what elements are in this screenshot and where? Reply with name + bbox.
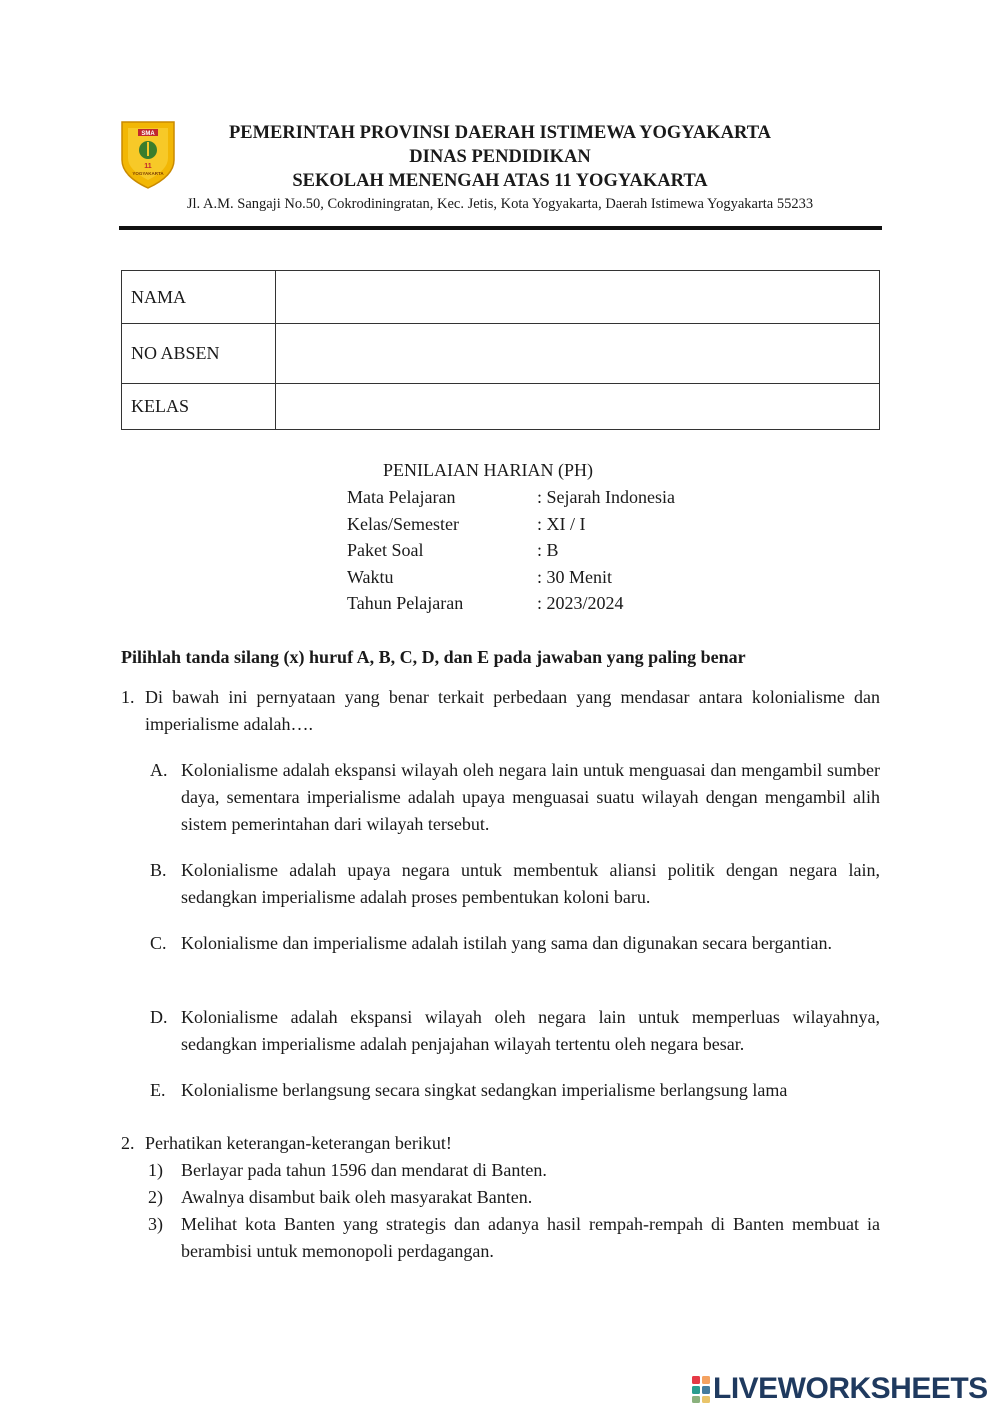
info-row [347,590,675,617]
liveworksheets-logo-icon [691,1374,711,1404]
info-row [347,564,675,591]
question-1 [121,684,880,738]
info-value: : Sejarah Indonesia [537,487,675,507]
option-e[interactable] [150,1077,880,1104]
info-row [347,484,675,511]
instruction: Pilihlah tanda silang (x) huruf A, B, C, D, dan E pada jawaban yang paling benar [121,647,746,667]
nama-field[interactable] [276,271,880,324]
assessment-info [347,484,675,617]
identity-table [121,270,880,430]
identity-label-nama: NAMA [122,271,276,324]
question-number: 1. [121,687,135,707]
option-letter: A. [150,760,168,780]
info-row [347,511,675,538]
option-text: Kolonialisme berlangsung secara singkat sedangkan imperialisme berlangsung lama [181,1080,788,1100]
identity-label-kelas: KELAS [122,384,276,430]
question-text: Perhatikan keterangan-keterangan berikut! [145,1133,452,1153]
letterhead-divider [119,226,882,230]
list-text: Melihat kota Banten yang strategis dan adanya hasil rempah-rempah di Banten membuat ia berambisi untuk memonopoli perdagangan. [181,1214,880,1261]
info-key: Tahun Pelajaran [347,593,464,614]
option-a[interactable] [150,757,880,838]
watermark-text: LIVEWORKSHEETS [713,1372,988,1405]
option-text: Kolonialisme adalah ekspansi wilayah oleh negara lain untuk menguasai dan mengambil sumber daya, sementara imperialisme adalah upaya menguasai suatu wilayah dengan mengambil alih sistem pemerintahan dari wilayah tersebut. [181,760,880,834]
list-text: Awalnya disambut baik oleh masyarakat Banten. [181,1187,533,1207]
info-value: : B [537,540,559,561]
letterhead-address: Jl. A.M. Sangaji No.50, Cokrodiningratan, Kec. Jetis, Kota Yogyakarta, Daerah Istimewa Yogyakarta 55233 [186,196,814,212]
table-row [122,384,880,430]
question-2 [121,1130,880,1157]
crest-top-text: SMA [141,131,155,137]
identity-label-no-absen: NO ABSEN [122,324,276,384]
option-b[interactable] [150,857,880,911]
info-key: Paket Soal [347,540,424,561]
option-d[interactable] [150,1004,880,1058]
info-value: : XI / I [537,513,586,534]
list-text: Berlayar pada tahun 1596 dan mendarat di Banten. [181,1160,547,1180]
letterhead-department: DINAS PENDIDIKAN [409,147,591,167]
assessment-title: PENILAIAN HARIAN (PH) [383,460,593,480]
list-item [148,1211,880,1265]
list-item [148,1184,880,1211]
list-item [148,1157,880,1184]
letterhead-government: PEMERINTAH PROVINSI DAERAH ISTIMEWA YOGYAKARTA [228,123,772,143]
list-marker: 3) [148,1214,163,1234]
liveworksheets-watermark [691,1372,988,1406]
info-key: Mata Pelajaran [347,487,456,507]
letterhead-school: SEKOLAH MENENGAH ATAS 11 YOGYAKARTA [292,171,708,191]
option-c[interactable] [150,930,880,957]
info-value: : 30 Menit [537,566,612,587]
info-key: Kelas/Semester [347,513,459,534]
question-text: Di bawah ini pernyataan yang benar terkait perbedaan yang mendasar antara kolonialisme dan imperialisme adalah…. [145,687,880,734]
option-text: Kolonialisme adalah upaya negara untuk membentuk aliansi politik dengan negara lain, sedangkan imperialisme adalah proses pembentukan koloni baru. [181,860,880,907]
option-text: Kolonialisme adalah ekspansi wilayah oleh negara lain untuk memperluas wilayahnya, sedangkan imperialisme adalah penjajahan wilayah tertentu oleh negara besar. [181,1007,880,1054]
crest-number: 11 [144,163,152,170]
table-row [122,271,880,324]
option-text: Kolonialisme dan imperialisme adalah istilah yang sama dan digunakan secara bergantian. [181,933,832,953]
question-number: 2. [121,1133,135,1153]
kelas-field[interactable] [276,384,880,430]
info-key: Waktu [347,566,394,587]
option-letter: C. [150,933,167,953]
info-value: : 2023/2024 [537,593,624,614]
list-marker: 2) [148,1187,163,1207]
info-row [347,537,675,564]
option-letter: E. [150,1080,166,1100]
list-marker: 1) [148,1160,163,1180]
no-absen-field[interactable] [276,324,880,384]
option-letter: B. [150,860,167,880]
table-row [122,324,880,384]
letterhead [120,121,880,214]
option-letter: D. [150,1007,168,1027]
crest-city: YOGYAKARTA [132,171,164,176]
